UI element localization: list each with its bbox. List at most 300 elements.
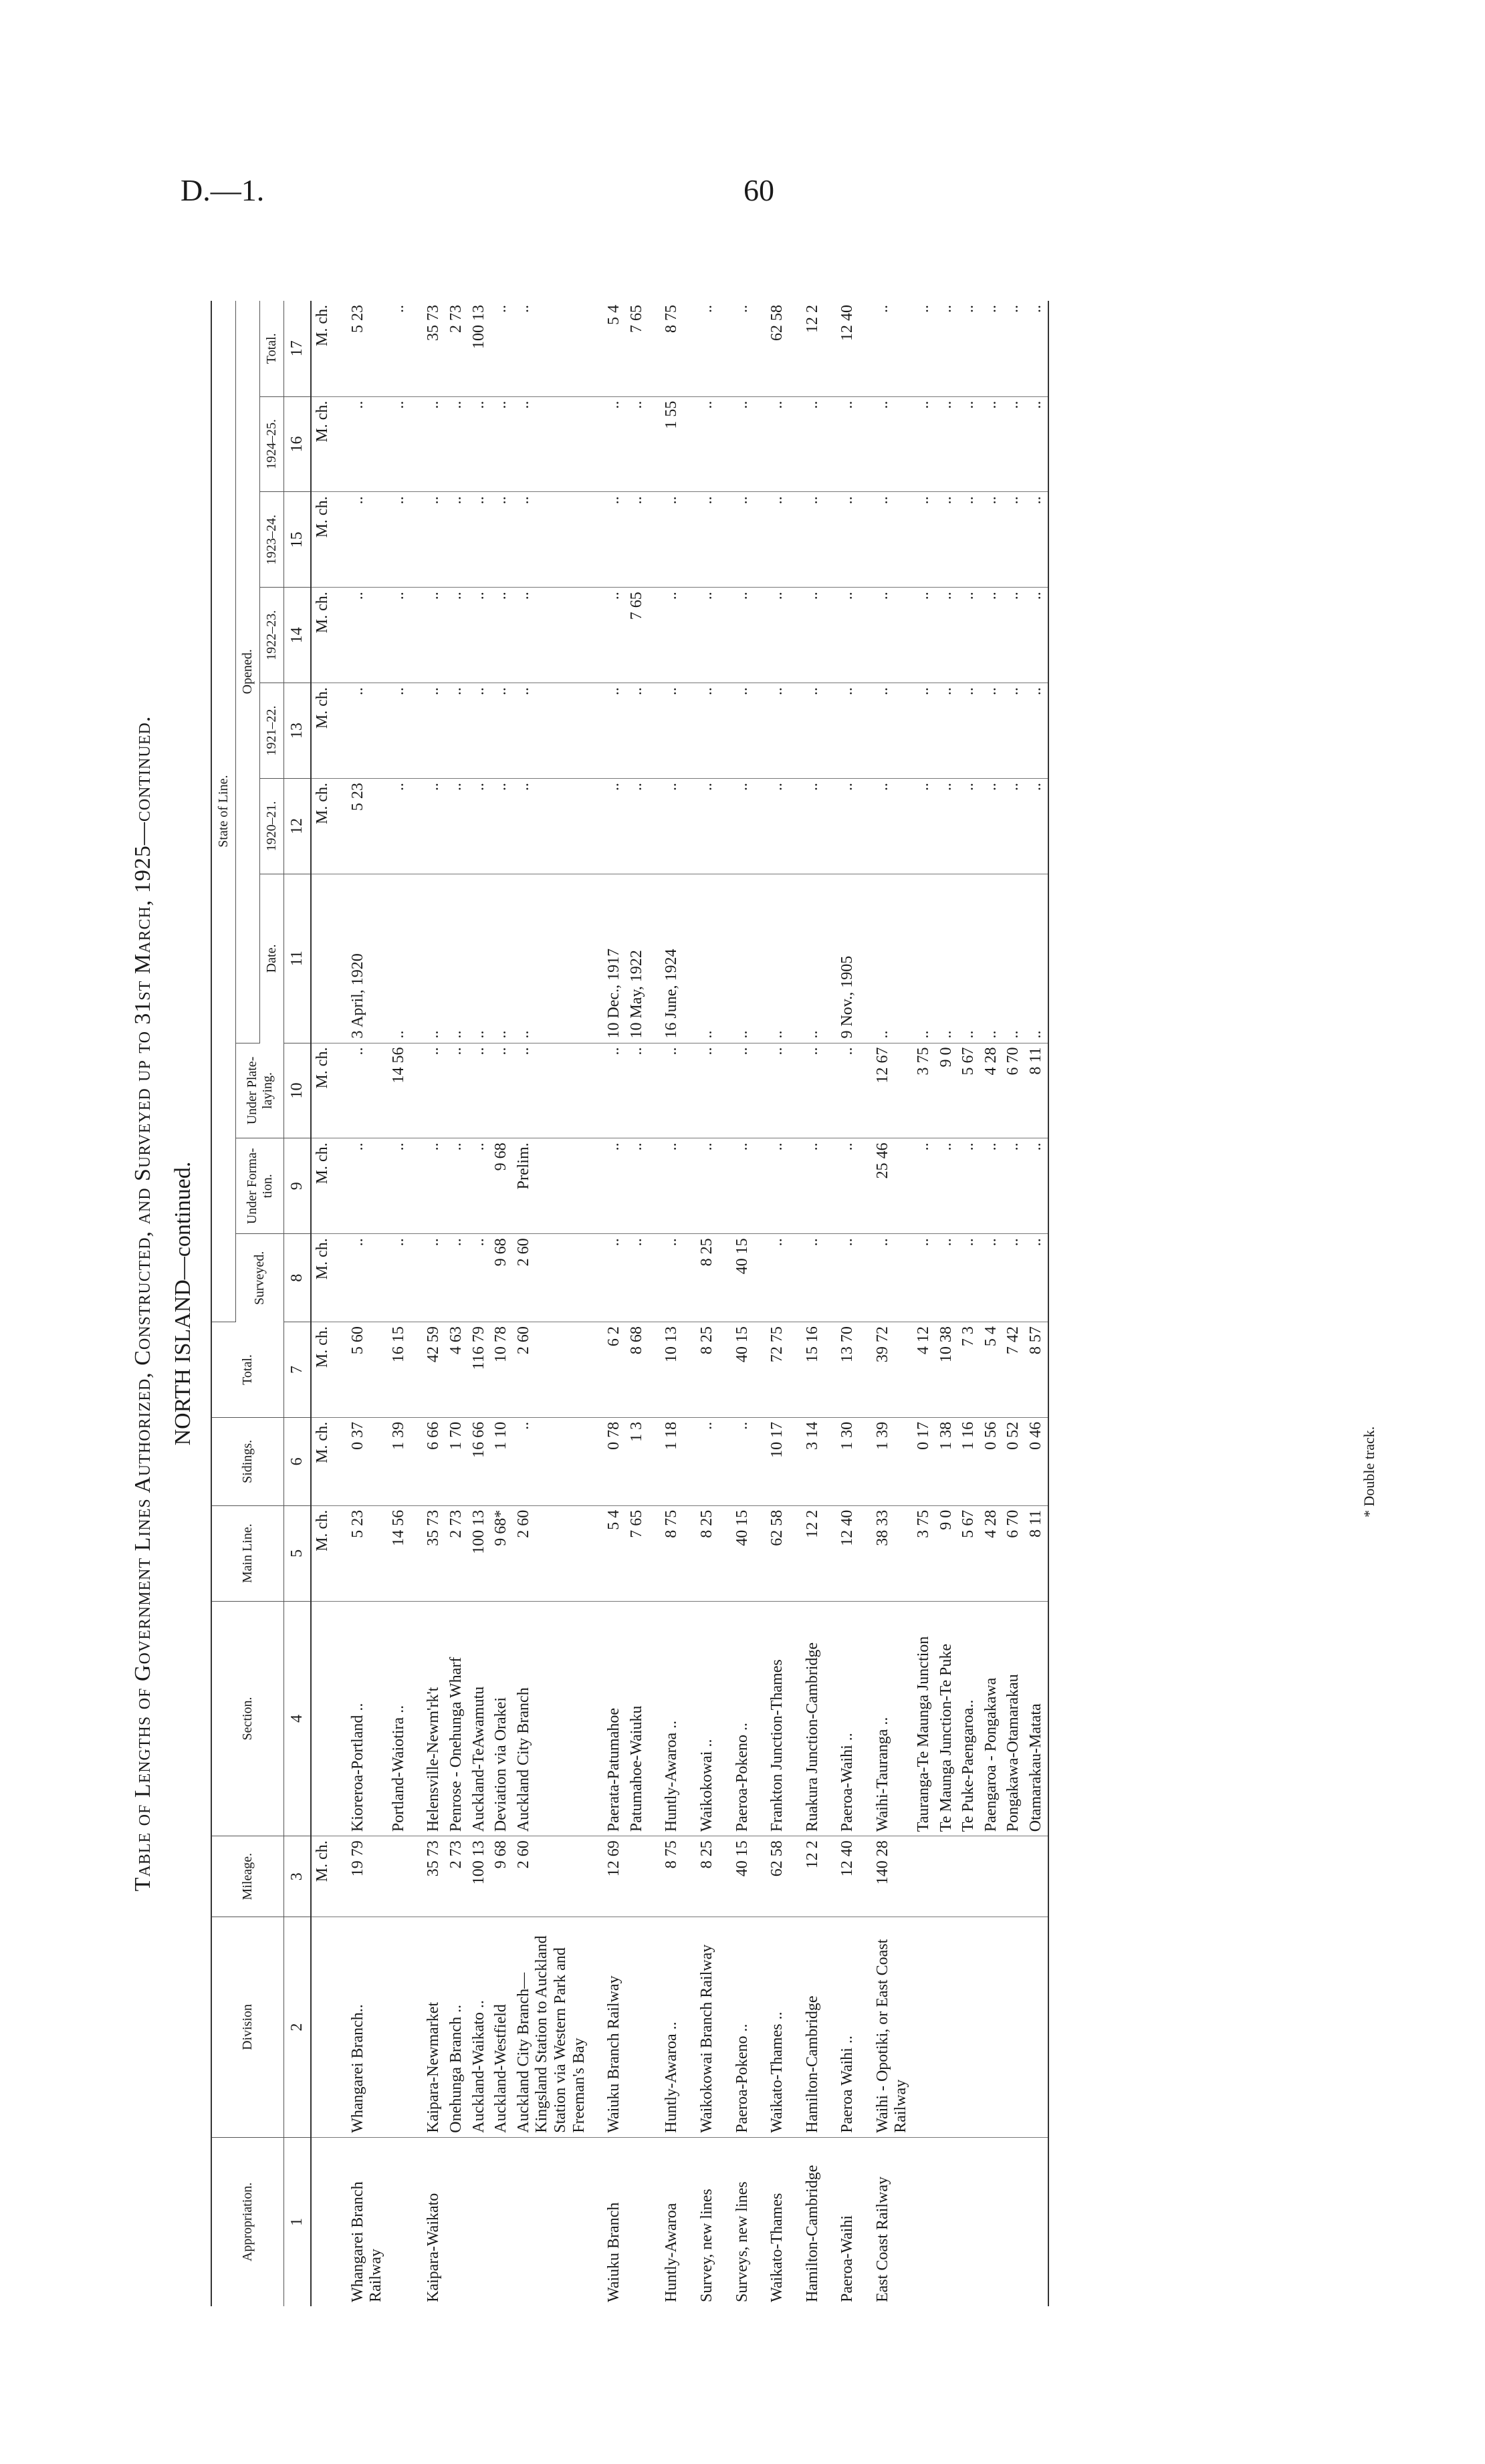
table-cell: 8 75 xyxy=(648,1836,683,1917)
table-cell: .. xyxy=(754,778,789,874)
table-cell: .. xyxy=(683,588,719,683)
table-cell: Auckland-Waikato .. xyxy=(468,1917,491,2138)
table-cell: .. xyxy=(719,778,754,874)
table-cell: 2 60 xyxy=(513,1505,590,1601)
table-cell xyxy=(957,1917,980,2138)
table-cell: .. xyxy=(683,1417,719,1505)
table-cell xyxy=(1002,1836,1025,1917)
table-cell: 8 75 xyxy=(648,301,683,396)
table-cell: .. xyxy=(789,492,824,588)
table-cell: 40 15 xyxy=(719,1836,754,1917)
table-cell: .. xyxy=(824,396,859,492)
table-cell: .. xyxy=(719,1417,754,1505)
table-cell: .. xyxy=(648,683,683,779)
table-cell: .. xyxy=(445,396,468,492)
table-cell xyxy=(513,2137,590,2306)
table-cell: 1 16 xyxy=(957,1417,980,1505)
table-cell: 9 68* xyxy=(490,1505,513,1601)
table-cell: 8 57 xyxy=(1025,1322,1048,1418)
table-cell: 3 April, 1920 xyxy=(334,874,388,1043)
table-cell: .. xyxy=(410,778,445,874)
table-cell: .. xyxy=(410,492,445,588)
table-cell: 0 17 xyxy=(913,1417,935,1505)
column-number: 14 xyxy=(284,588,312,683)
table-cell: .. xyxy=(957,396,980,492)
col-1922-23: 1922–23. xyxy=(260,588,284,683)
column-number: 6 xyxy=(284,1417,312,1505)
table-cell: 62 58 xyxy=(754,1505,789,1601)
table-cell: .. xyxy=(648,588,683,683)
table-cell: .. xyxy=(859,588,913,683)
table-cell: .. xyxy=(445,683,468,779)
table-cell: .. xyxy=(410,1234,445,1322)
table-cell: Prelim. xyxy=(513,1138,590,1234)
table-cell: .. xyxy=(980,301,1003,396)
table-cell: 4 28 xyxy=(980,1505,1003,1601)
table-cell: 2 73 xyxy=(445,1836,468,1917)
table-cell: Pongakawa-Otamarakau xyxy=(1002,1601,1025,1836)
table-cell: 1 3 xyxy=(626,1417,649,1505)
col-1924-25: 1924–25. xyxy=(260,396,284,492)
table-cell: .. xyxy=(590,492,626,588)
table-cell: .. xyxy=(626,1043,649,1138)
rotated-table-region xyxy=(130,301,1387,2306)
table-cell: 13 70 xyxy=(824,1322,859,1418)
table-cell: Auckland City Branch—Kingsland Station to Auckland Station via Western Park and Freeman's Bay xyxy=(513,1917,590,2138)
table-cell: M. ch. xyxy=(311,1505,334,1601)
table-cell: .. xyxy=(824,1138,859,1234)
table-cell: .. xyxy=(980,1138,1003,1234)
table-cell: .. xyxy=(957,683,980,779)
table-cell: 1 10 xyxy=(490,1417,513,1505)
table-cell: Whangarei Branch.. xyxy=(334,1917,388,2138)
table-cell: .. xyxy=(719,588,754,683)
table-cell: Kaipara-Newmarket xyxy=(410,1917,445,2138)
table-cell: .. xyxy=(683,301,719,396)
table-cell: 12 40 xyxy=(824,1836,859,1917)
table-cell: 3 14 xyxy=(789,1417,824,1505)
table-row xyxy=(683,301,719,2306)
table-cell: 0 37 xyxy=(334,1417,388,1505)
table-title: Table of Lengths of Government Lines Authorized, Constructed, and Surveyed up to 31st March, 1925—continued. xyxy=(130,715,155,1892)
table-cell xyxy=(311,1601,334,1836)
page-code: D.—1. xyxy=(181,173,265,207)
table-cell: 6 2 xyxy=(590,1322,626,1418)
table-cell: .. xyxy=(754,874,789,1043)
table-cell: .. xyxy=(1002,874,1025,1043)
table-cell: 3 75 xyxy=(913,1505,935,1601)
table-cell: Tauranga-Te Maunga Junction xyxy=(913,1601,935,1836)
column-number: 1 xyxy=(284,2137,312,2306)
table-cell: M. ch. xyxy=(311,1043,334,1138)
table-cell xyxy=(980,1917,1003,2138)
table-cell: 1 55 xyxy=(648,396,683,492)
table-cell: 40 15 xyxy=(719,1505,754,1601)
col-1923-24: 1923–24. xyxy=(260,492,284,588)
table-row xyxy=(490,301,513,2306)
table-cell: .. xyxy=(626,1138,649,1234)
table-cell: .. xyxy=(1002,396,1025,492)
table-cell: 5 4 xyxy=(590,301,626,396)
table-cell: .. xyxy=(1025,1138,1048,1234)
table-cell: .. xyxy=(468,874,491,1043)
table-cell: 5 67 xyxy=(957,1505,980,1601)
table-cell xyxy=(935,1917,958,2138)
table-cell: 42 59 xyxy=(410,1322,445,1418)
column-number: 17 xyxy=(284,301,312,396)
table-cell: .. xyxy=(935,778,958,874)
table-cell: .. xyxy=(824,1043,859,1138)
table-cell: 9 0 xyxy=(935,1043,958,1138)
table-cell: .. xyxy=(719,492,754,588)
table-cell: 0 52 xyxy=(1002,1417,1025,1505)
table-cell: .. xyxy=(468,1043,491,1138)
table-cell: .. xyxy=(683,1043,719,1138)
col-total: Total. xyxy=(211,1322,284,1418)
table-cell: .. xyxy=(683,778,719,874)
table-cell: .. xyxy=(913,301,935,396)
table-row xyxy=(980,301,1003,2306)
table-cell: 5 23 xyxy=(334,778,388,874)
table-cell xyxy=(388,2137,411,2306)
col-sidings: Sidings. xyxy=(211,1417,284,1505)
table-cell: 12 40 xyxy=(824,1505,859,1601)
table-cell: .. xyxy=(683,683,719,779)
table-cell xyxy=(913,1836,935,1917)
table-cell: .. xyxy=(648,1043,683,1138)
table-cell xyxy=(388,1917,411,2138)
table-cell: .. xyxy=(980,683,1003,779)
table-cell: 10 38 xyxy=(935,1322,958,1418)
table-cell: 1 70 xyxy=(445,1417,468,1505)
table-cell: .. xyxy=(334,1138,388,1234)
table-cell: .. xyxy=(445,1138,468,1234)
table-cell: Penrose - Onehunga Wharf xyxy=(445,1601,468,1836)
table-cell: 39 72 xyxy=(859,1322,913,1418)
table-cell: M. ch. xyxy=(311,492,334,588)
table-cell: 8 75 xyxy=(648,1505,683,1601)
table-cell: .. xyxy=(468,396,491,492)
table-cell: 8 11 xyxy=(1025,1505,1048,1601)
column-number: 8 xyxy=(284,1234,312,1322)
table-cell: .. xyxy=(626,778,649,874)
table-cell xyxy=(468,2137,491,2306)
table-cell: .. xyxy=(388,874,411,1043)
table-cell: .. xyxy=(789,778,824,874)
footnote: * Double track. xyxy=(1361,1426,1377,1517)
table-cell: Auckland City Branch xyxy=(513,1601,590,1836)
table-cell: Paerata-Patumahoe xyxy=(590,1601,626,1836)
table-cell: .. xyxy=(957,588,980,683)
table-cell: .. xyxy=(590,1234,626,1322)
table-cell: .. xyxy=(410,1043,445,1138)
table-cell: .. xyxy=(754,683,789,779)
table-cell: 16 15 xyxy=(388,1322,411,1418)
table-row xyxy=(754,301,789,2306)
page-number: 60 xyxy=(744,173,774,207)
table-cell: .. xyxy=(490,778,513,874)
table-cell: .. xyxy=(648,778,683,874)
table-cell: .. xyxy=(490,683,513,779)
table-cell: Waikato-Thames .. xyxy=(754,1917,789,2138)
col-1920-21: 1920–21. xyxy=(260,778,284,874)
table-row xyxy=(590,301,626,2306)
table-cell: 8 25 xyxy=(683,1234,719,1322)
table-cell: 0 78 xyxy=(590,1417,626,1505)
table-cell: Waihi - Opotiki, or East Coast Railway xyxy=(859,1917,913,2138)
table-cell: Kaipara-Waikato xyxy=(425,2193,443,2302)
table-cell: .. xyxy=(824,683,859,779)
table-cell: .. xyxy=(1002,301,1025,396)
table-row xyxy=(859,301,913,2306)
table-cell: .. xyxy=(410,683,445,779)
table-cell: .. xyxy=(957,301,980,396)
table-cell: M. ch. xyxy=(311,1417,334,1505)
table-cell: .. xyxy=(445,874,468,1043)
table-cell: .. xyxy=(513,301,590,396)
table-cell: .. xyxy=(1025,778,1048,874)
table-cell: M. ch. xyxy=(311,588,334,683)
table-cell: .. xyxy=(935,588,958,683)
table-cell: Auckland-Westfield xyxy=(490,1917,513,2138)
table-cell: .. xyxy=(719,396,754,492)
table-cell: 8 25 xyxy=(683,1322,719,1418)
table-cell: 62 58 xyxy=(754,301,789,396)
col-date: Date. xyxy=(260,874,284,1043)
table-cell: 2 73 xyxy=(445,301,468,396)
table-cell: 4 63 xyxy=(445,1322,468,1418)
table-cell: .. xyxy=(789,874,824,1043)
table-cell: 1 39 xyxy=(859,1417,913,1505)
table-cell: .. xyxy=(683,1138,719,1234)
table-cell: .. xyxy=(468,1234,491,1322)
table-cell: 16 66 xyxy=(468,1417,491,1505)
table-cell: Paeroa Waihi .. xyxy=(824,1917,859,2138)
table-cell: 9 68 xyxy=(490,1138,513,1234)
table-cell: 5 67 xyxy=(957,1043,980,1138)
col-mileage: Mileage. xyxy=(211,1836,284,1917)
table-cell: M. ch. xyxy=(311,1138,334,1234)
table-cell: .. xyxy=(683,492,719,588)
table-row xyxy=(719,301,754,2306)
col-division: Division xyxy=(211,1917,284,2138)
table-cell: .. xyxy=(913,1234,935,1322)
table-cell xyxy=(1002,2137,1025,2306)
table-cell: 5 23 xyxy=(334,1505,388,1601)
table-cell: .. xyxy=(513,396,590,492)
table-cell: .. xyxy=(754,1043,789,1138)
table-cell: .. xyxy=(913,396,935,492)
table-cell: .. xyxy=(719,1043,754,1138)
table-cell: .. xyxy=(957,874,980,1043)
table-cell: .. xyxy=(334,683,388,779)
table-cell: .. xyxy=(648,492,683,588)
table-cell: .. xyxy=(490,588,513,683)
table-cell: 140 28 xyxy=(859,1836,913,1917)
table-cell: 9 0 xyxy=(935,1505,958,1601)
table-cell: .. xyxy=(445,492,468,588)
table-cell: .. xyxy=(334,1234,388,1322)
table-cell: 5 23 xyxy=(334,301,388,396)
table-cell: 6 70 xyxy=(1002,1043,1025,1138)
table-cell: .. xyxy=(410,1138,445,1234)
table-cell: 12 67 xyxy=(859,1043,913,1138)
table-cell: .. xyxy=(1025,301,1048,396)
table-cell: Te Puke-Paengaroa.. xyxy=(957,1601,980,1836)
table-cell: 3 75 xyxy=(913,1043,935,1138)
table-row xyxy=(334,301,388,2306)
table-cell: Huntly-Awaroa .. xyxy=(648,1601,683,1836)
table-cell: 7 3 xyxy=(957,1322,980,1418)
table-cell: .. xyxy=(957,1138,980,1234)
table-cell: .. xyxy=(719,301,754,396)
table-cell: 2 73 xyxy=(445,1505,468,1601)
table-cell: 12 2 xyxy=(789,1836,824,1917)
table-cell: .. xyxy=(859,683,913,779)
table-cell: .. xyxy=(445,588,468,683)
table-cell: .. xyxy=(1025,492,1048,588)
table-cell: 9 68 xyxy=(490,1836,513,1917)
table-cell: .. xyxy=(980,778,1003,874)
table-cell: 4 12 xyxy=(913,1322,935,1418)
table-cell: 1 39 xyxy=(388,1417,411,1505)
lines-table xyxy=(211,301,1049,2306)
table-cell: .. xyxy=(410,396,445,492)
table-cell: .. xyxy=(590,1043,626,1138)
table-cell: .. xyxy=(626,396,649,492)
table-cell: Huntly-Awaroa .. xyxy=(648,1917,683,2138)
table-cell: .. xyxy=(1002,1138,1025,1234)
table-row xyxy=(1002,301,1025,2306)
table-cell: .. xyxy=(913,683,935,779)
table-cell: .. xyxy=(410,588,445,683)
col-under-platelaying: Under Plate-laying. xyxy=(236,1043,284,1138)
table-cell: 14 56 xyxy=(388,1043,411,1138)
table-row xyxy=(445,301,468,2306)
col-1921-22: 1921–22. xyxy=(260,683,284,779)
table-cell: .. xyxy=(1025,874,1048,1043)
column-number: 7 xyxy=(284,1322,312,1418)
table-cell: Paeroa-Waihi xyxy=(838,2215,856,2302)
table-cell xyxy=(311,874,334,1043)
table-cell: Otamarakau-Matata xyxy=(1025,1601,1048,1836)
table-cell: .. xyxy=(980,396,1003,492)
table-cell: 100 13 xyxy=(468,1836,491,1917)
table-cell: 1 30 xyxy=(824,1417,859,1505)
table-cell: .. xyxy=(935,396,958,492)
table-cell: 4 28 xyxy=(980,1043,1003,1138)
table-cell: 8 68 xyxy=(626,1322,649,1418)
table-cell: .. xyxy=(935,874,958,1043)
table-cell: 19 79 xyxy=(334,1836,388,1917)
table-cell: 0 56 xyxy=(980,1417,1003,1505)
table-cell: 10 13 xyxy=(648,1322,683,1418)
table-subtitle: NORTH ISLAND—continued. xyxy=(170,1161,195,1446)
table-cell: Frankton Junction-Thames xyxy=(754,1601,789,1836)
table-cell: .. xyxy=(683,396,719,492)
table-cell: .. xyxy=(754,1234,789,1322)
table-cell: Survey, new lines xyxy=(697,2189,715,2302)
table-cell: .. xyxy=(590,396,626,492)
table-cell: .. xyxy=(935,1138,958,1234)
table-cell: .. xyxy=(513,683,590,779)
table-cell: .. xyxy=(913,588,935,683)
table-cell: .. xyxy=(445,1234,468,1322)
table-cell: Portland-Waiotira .. xyxy=(388,1601,411,1836)
table-cell: .. xyxy=(980,1234,1003,1322)
table-cell: 8 25 xyxy=(683,1836,719,1917)
table-row xyxy=(935,301,958,2306)
table-cell: .. xyxy=(789,1138,824,1234)
column-number: 15 xyxy=(284,492,312,588)
table-cell: 14 56 xyxy=(388,1505,411,1601)
table-cell: .. xyxy=(719,683,754,779)
table-cell: 15 16 xyxy=(789,1322,824,1418)
table-cell: .. xyxy=(445,1043,468,1138)
table-cell: Huntly-Awaroa xyxy=(663,2203,681,2302)
table-cell: .. xyxy=(719,1138,754,1234)
table-cell: .. xyxy=(980,874,1003,1043)
table-cell xyxy=(980,1836,1003,1917)
col-section: Section. xyxy=(211,1601,284,1836)
column-number: 4 xyxy=(284,1601,312,1836)
table-row xyxy=(388,301,411,2306)
table-row xyxy=(410,301,445,2306)
table-cell: 40 15 xyxy=(719,1234,754,1322)
table-cell: 9 Nov., 1905 xyxy=(824,874,859,1043)
table-cell: .. xyxy=(513,492,590,588)
table-cell: Waiuku Branch xyxy=(605,2202,623,2302)
table-cell: 12 2 xyxy=(789,1505,824,1601)
table-cell: Whangarei Branch Railway xyxy=(348,2181,385,2302)
table-cell: .. xyxy=(648,1138,683,1234)
table-cell: .. xyxy=(468,588,491,683)
table-cell: .. xyxy=(388,778,411,874)
col-main-line: Main Line. xyxy=(211,1505,284,1601)
table-cell: M. ch. xyxy=(311,683,334,779)
table-cell: 12 69 xyxy=(590,1836,626,1917)
table-cell: .. xyxy=(935,301,958,396)
table-cell: Paengaroa - Pongakawa xyxy=(980,1601,1003,1836)
table-cell: .. xyxy=(980,588,1003,683)
table-cell: 40 15 xyxy=(719,1322,754,1418)
table-cell: .. xyxy=(1002,778,1025,874)
table-row xyxy=(513,301,590,2306)
table-cell: .. xyxy=(513,874,590,1043)
table-cell: .. xyxy=(334,1043,388,1138)
table-cell xyxy=(1025,2137,1048,2306)
table-cell: M. ch. xyxy=(311,1322,334,1418)
table-cell: .. xyxy=(824,1234,859,1322)
table-cell: .. xyxy=(859,492,913,588)
table-row xyxy=(824,301,859,2306)
table-cell: Onehunga Branch .. xyxy=(445,1917,468,2138)
table-cell: .. xyxy=(957,778,980,874)
table-body xyxy=(311,301,1048,2306)
table-row xyxy=(648,301,683,2306)
table-cell: 2 60 xyxy=(513,1836,590,1917)
table-cell xyxy=(935,2137,958,2306)
table-cell: .. xyxy=(789,683,824,779)
table-cell xyxy=(388,1836,411,1917)
table-cell: .. xyxy=(1025,1234,1048,1322)
table-cell: 6 70 xyxy=(1002,1505,1025,1601)
table-cell: Kioreroa-Portland .. xyxy=(334,1601,388,1836)
table-cell: .. xyxy=(789,1043,824,1138)
table-cell: 0 46 xyxy=(1025,1417,1048,1505)
table-cell: 1 38 xyxy=(935,1417,958,1505)
table-row xyxy=(311,301,334,2306)
